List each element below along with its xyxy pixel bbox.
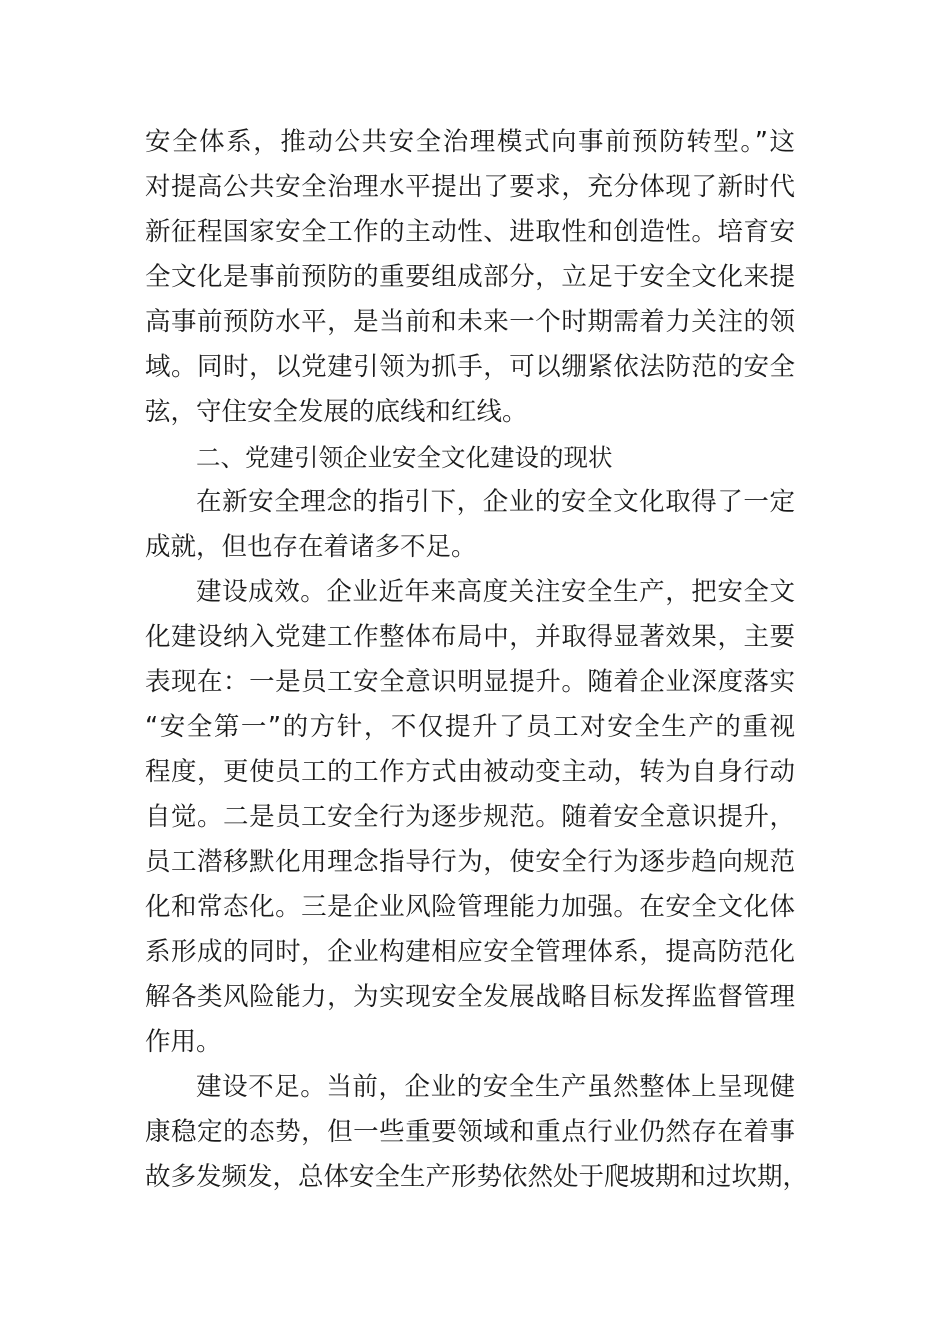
text-line: 员工潜移默化用理念指导行为，使安全行为逐步趋向规范 [145, 847, 795, 877]
text-line: 作用。 [145, 1027, 222, 1057]
text-line: 对提高公共安全治理水平提出了要求，充分体现了新时代 [145, 172, 795, 202]
text-line: 高事前预防水平，是当前和未来一个时期需着力关注的领 [145, 307, 795, 337]
text-line: 全文化是事前预防的重要组成部分，立足于安全文化来提 [145, 262, 795, 292]
text-line: 安全体系，推动公共安全治理模式向事前预防转型。”这 [145, 127, 795, 157]
text-line: 在新安全理念的指引下，企业的安全文化取得了一定 [196, 487, 795, 517]
text-line: 故多发频发，总体安全生产形势依然处于爬坡期和过坎期， [145, 1162, 809, 1192]
text-line: 成就，但也存在着诸多不足。 [145, 532, 477, 562]
text-line: 系形成的同时，企业构建相应安全管理体系，提高防范化 [145, 937, 795, 967]
text-line: 建设不足。当前，企业的安全生产虽然整体上呈现健 [196, 1072, 795, 1102]
text-line: 化和常态化。三是企业风险管理能力加强。在安全文化体 [145, 892, 795, 922]
text-line: 建设成效。企业近年来高度关注安全生产，把安全文 [196, 577, 795, 607]
text-line: 化建设纳入党建工作整体布局中，并取得显著效果，主要 [145, 622, 795, 652]
text-line: “安全第一”的方针，不仅提升了员工对安全生产的重视 [145, 712, 795, 742]
text-line: 自觉。二是员工安全行为逐步规范。随着安全意识提升， [145, 802, 795, 832]
section-heading: 二、党建引领企业安全文化建设的现状 [196, 443, 613, 472]
text-line: 域。同时，以党建引领为抓手，可以绷紧依法防范的安全 [145, 352, 795, 382]
text-line: 程度，更使员工的工作方式由被动变主动，转为自身行动 [145, 757, 795, 787]
text-line: 表现在：一是员工安全意识明显提升。随着企业深度落实 [145, 667, 795, 697]
text-line: 弦，守住安全发展的底线和红线。 [145, 397, 528, 427]
text-line: 康稳定的态势，但一些重要领域和重点行业仍然存在着事 [145, 1117, 795, 1147]
document-body [145, 120, 809, 1200]
text-line: 新征程国家安全工作的主动性、进取性和创造性。培育安 [145, 217, 795, 247]
text-line: 解各类风险能力，为实现安全发展战略目标发挥监督管理 [145, 982, 795, 1012]
